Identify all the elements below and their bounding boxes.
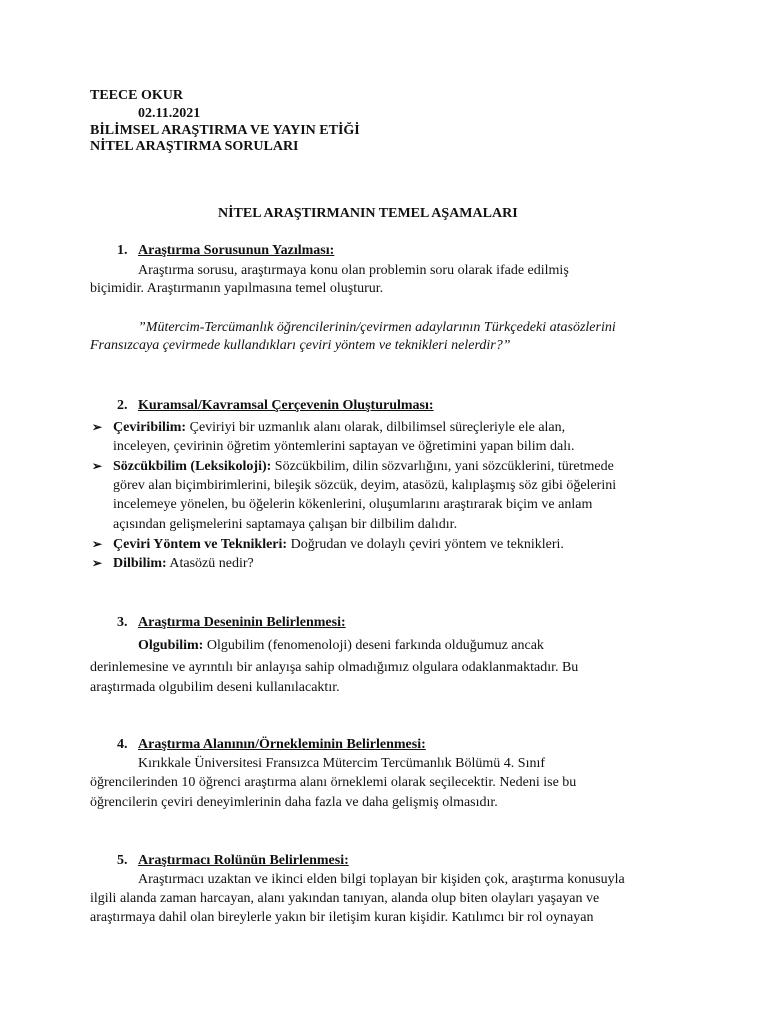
bullet-term: Sözcükbilim (Leksikoloji):: [113, 459, 272, 474]
bullet-item-dilbilim: [113, 554, 254, 573]
author-name: TEECE OKUR: [90, 88, 183, 103]
section-2-number: 2.: [117, 398, 128, 413]
section-3-text-line: [138, 636, 544, 655]
section-4-text-line: öğrencilerin çeviri deneyimlerinin daha fazla ve daha gelişmiş olmasıdır.: [90, 795, 498, 810]
research-question-line: ”Mütercim-Tercümanlık öğrencilerinin/çevirmen adaylarının Türkçedeki atasözlerini: [138, 320, 616, 335]
section-3-text-line: derinlemesine ve ayrıntılı bir anlayışa sahip olmadığımız olgulara odaklanmaktadır. Bu: [90, 660, 579, 675]
section-4-number: 4.: [117, 737, 128, 752]
bullet-item-ceviribilim: [113, 418, 565, 437]
section-4-text-line: öğrencilerinden 10 öğrenci araştırma alanı örneklemi olarak seçilecektir. Nedeni ise bu: [90, 775, 577, 790]
section-1-number: 1.: [117, 243, 128, 258]
bullet-text: Çeviriyi bir uzmanlık alanı olarak, dilbilimsel süreçleriyle ele alan,: [186, 420, 566, 435]
course-title: BİLİMSEL ARAŞTIRMA VE YAYIN ETİĞİ: [90, 123, 360, 138]
bullet-text-line: inceleyen, çevirinin öğretim yöntemlerini saptayan ve öğretimini yapan bilim dalı.: [113, 439, 575, 454]
bullet-text-line: incelemeye yönelen, bu öğelerin kökenlerini, oluşumlarını araştırarak biçim ve anlam: [113, 497, 593, 512]
section-5-number: 5.: [117, 853, 128, 868]
section-5-text-line: Araştırmacı uzaktan ve ikinci elden bilgi toplayan bir kişiden çok, araştırma konusuyla: [138, 872, 625, 887]
bullet-text: Doğrudan ve dolaylı çeviri yöntem ve teknikleri.: [287, 537, 564, 552]
bullet-item-ceviri-yontem: [113, 535, 564, 554]
section-4-text-line: Kırıkkale Üniversitesi Fransızca Mütercim Tercümanlık Bölümü 4. Sınıf: [138, 756, 546, 771]
document-date: 02.11.2021: [138, 106, 201, 121]
section-4-heading: Araştırma Alanının/Örnekleminin Belirlenmesi:: [138, 737, 426, 752]
bullet-text: Atasözü nedir?: [166, 556, 254, 571]
bullet-term: Dilbilim:: [113, 556, 167, 571]
section-1-heading: Araştırma Sorusunun Yazılması:: [138, 243, 335, 258]
arrowhead-bullet-icon: ➢: [92, 537, 103, 551]
design-text: Olgubilim (fenomenoloji) deseni farkında olduğumuz ancak: [203, 638, 544, 653]
arrowhead-bullet-icon: ➢: [92, 459, 103, 473]
page-title: NİTEL ARAŞTIRMANIN TEMEL AŞAMALARI: [218, 206, 518, 221]
bullet-text-line: görev alan biçimbirimlerini, bileşik sözcük, deyim, atasözü, kalıplaşmış söz gibi öğelerini: [113, 478, 617, 493]
arrowhead-bullet-icon: ➢: [92, 420, 103, 434]
section-3-text-line: araştırmada olgubilim deseni kullanılacaktır.: [90, 680, 340, 695]
assignment-title: NİTEL ARAŞTIRMA SORULARI: [90, 139, 299, 154]
bullet-term: Çeviri Yöntem ve Teknikleri:: [113, 537, 288, 552]
research-question-line: Fransızcaya çevirmede kullandıkları çeviri yöntem ve teknikleri nelerdir?”: [90, 338, 511, 353]
section-3-heading: Araştırma Deseninin Belirlenmesi:: [138, 615, 346, 630]
bullet-text-line: açısından gelişmelerini saptamaya çalışan bir dilbilim dalıdır.: [113, 517, 458, 532]
bullet-item-sozcukbilim: [113, 457, 614, 476]
bullet-term: Çeviribilim:: [113, 420, 187, 435]
section-3-number: 3.: [117, 615, 128, 630]
section-1-text-line: Araştırma sorusu, araştırmaya konu olan problemin soru olarak ifade edilmiş: [138, 263, 569, 278]
section-5-heading: Araştırmacı Rolünün Belirlenmesi:: [138, 853, 349, 868]
design-term: Olgubilim:: [138, 638, 204, 653]
section-5-text-line: ilgili alanda zaman harcayan, alanı yakından tanıyan, alanda olup biten olayları yaşayan ve: [90, 891, 600, 906]
section-1-text-line: biçimidir. Araştırmanın yapılmasına temel oluşturur.: [90, 281, 384, 296]
arrowhead-bullet-icon: ➢: [92, 556, 103, 570]
section-5-text-line: araştırmaya dahil olan bireylerle yakın bir iletişim kuran kişidir. Katılımcı bir rol oynayan: [90, 910, 594, 925]
section-2-heading: Kuramsal/Kavramsal Çerçevenin Oluşturulması:: [138, 398, 434, 413]
bullet-text: Sözcükbilim, dilin sözvarlığını, yani sözcüklerini, türetmede: [271, 459, 614, 474]
